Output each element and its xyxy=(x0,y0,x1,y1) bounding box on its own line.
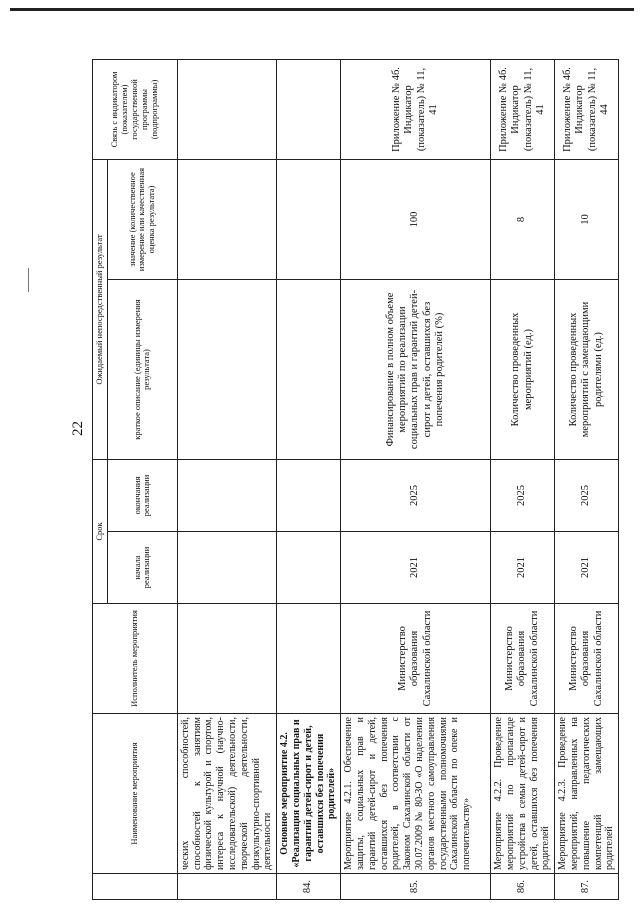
header-executor: Исполнитель мероприятия xyxy=(93,604,178,714)
row-brief: Количество проведенных мероприятий с замещающими родителями (ед.) xyxy=(555,280,619,460)
row-link: Приложение № 4б. Индикатор (показатель) № 11, 41 xyxy=(341,60,491,160)
row-start xyxy=(177,532,276,604)
row-executor: Министерство образования Сахалинской области xyxy=(555,604,619,714)
page-number: 22 xyxy=(70,421,86,436)
program-table xyxy=(92,59,619,900)
row-name: Мероприятие 4.2.3. Проведение мероприятий, направленных на повышение педагогических компетенций замещающих родителей xyxy=(555,714,619,874)
row-end: 2025 xyxy=(491,460,555,532)
row-brief: Количество проведенных мероприятий (ед.) xyxy=(491,280,555,460)
row-value: 8 xyxy=(491,160,555,280)
table-row xyxy=(491,60,555,900)
row-name: Мероприятие 4.2.1. Обеспечение защиты, социальных прав и гарантий детей-сирот и детей, оставшихся без попечения родителей, в соответствии с Законом Сахалинской области от 30.07.2009 № 80-ЗО «О наделении органов местного самоуправления государственными полномочиями Сахалинской области по опеке и попечительству» xyxy=(341,714,491,874)
row-executor: Министерство образования Сахалинской области xyxy=(341,604,491,714)
table-row xyxy=(277,60,341,900)
row-executor xyxy=(177,604,276,714)
scan-mark xyxy=(28,268,29,292)
header-name: Наименование мероприятия xyxy=(93,714,178,874)
row-link: Приложение № 4б. Индикатор (показатель) № 11, 41 xyxy=(491,60,555,160)
row-brief xyxy=(277,280,341,460)
row-brief xyxy=(177,280,276,460)
row-start: 2021 xyxy=(491,532,555,604)
row-start: 2021 xyxy=(555,532,619,604)
table-row xyxy=(341,60,491,900)
header-value: значение (количественное измерение или качественная оценка результата) xyxy=(107,160,177,280)
row-name-bold: Основное мероприятие 4.2. «Реализация социальных прав и гарантий детей-сирот и детей, оставшихся без попечения родителей» xyxy=(279,719,338,868)
row-num: 85. xyxy=(341,874,491,900)
header-num xyxy=(93,874,178,900)
table-row xyxy=(177,60,276,900)
table-row xyxy=(555,60,619,900)
row-end: 2025 xyxy=(341,460,491,532)
row-value xyxy=(277,160,341,280)
row-name xyxy=(277,714,341,874)
row-executor: Министерство образования Сахалинской области xyxy=(491,604,555,714)
header-expected: Ожидаемый непосредственный результат xyxy=(93,160,108,460)
row-link xyxy=(277,60,341,160)
row-num: 87. xyxy=(555,874,619,900)
table-rotation xyxy=(92,60,616,900)
row-end xyxy=(177,460,276,532)
row-link xyxy=(177,60,276,160)
row-value xyxy=(177,160,276,280)
rotated-sheet xyxy=(92,60,616,900)
row-num: 86. xyxy=(491,874,555,900)
row-start: 2021 xyxy=(341,532,491,604)
row-link: Приложение № 4б. Индикатор (показатель) № 11, 44 xyxy=(555,60,619,160)
row-end xyxy=(277,460,341,532)
top-rule xyxy=(10,8,634,11)
row-start xyxy=(277,532,341,604)
row-num xyxy=(177,874,276,900)
header-link: Связь с индикатором (показателем) государственной программы (подпрограммы) xyxy=(93,60,178,160)
row-name: Мероприятие 4.2.2. Проведение мероприятий по пропаганде устройства в семьи детей-сирот и детей, оставшихся без попечения родителей xyxy=(491,714,555,874)
row-name: ческих способностей, способностей к занятиям физической культурой и спортом, интереса к научной (научно-исследовательской) деятельности, творческой деятельности, физкультурно-спортивной деятельности xyxy=(177,714,276,874)
row-value: 10 xyxy=(555,160,619,280)
row-end: 2025 xyxy=(555,460,619,532)
row-brief: Финансирование в полном объеме мероприятий по реализации социальных прав и гарантий детей-сирот и детей, оставшихся без попечения родителей (%) xyxy=(341,280,491,460)
row-executor xyxy=(277,604,341,714)
header-start: начала реализации xyxy=(107,532,177,604)
header-end: окончания реализации xyxy=(107,460,177,532)
header-term: Срок xyxy=(93,460,108,604)
header-brief: краткое описание (единицы измерения результата) xyxy=(107,280,177,460)
row-value: 100 xyxy=(341,160,491,280)
row-num: 84. xyxy=(277,874,341,900)
